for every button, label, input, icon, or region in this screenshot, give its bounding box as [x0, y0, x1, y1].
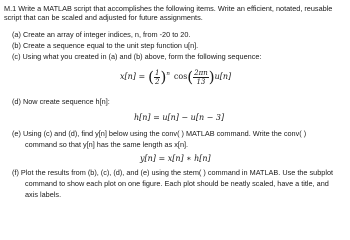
cos-fraction: $\frac{2\pi n}{13}$ — [194, 68, 208, 86]
x-lhs: x[n] = — [120, 72, 146, 82]
item-e-line-1: (e) Using (c) and (d), find y[n] below using the conv( ) MATLAB command. Write the conv( ) — [12, 129, 307, 138]
x-equation: x[n] = ( $\frac{1}{2}$ ) $^n$ cos ( $\frac{2\pi n}{13}$ ) u[n] — [120, 68, 232, 86]
h-equation: h[n] = u[n] − u[n − 3] — [134, 113, 225, 122]
item-c: (c) Using what you created in (a) and (b) above, form the following sequence: — [12, 52, 262, 61]
cos-label: cos — [173, 72, 188, 82]
item-a: (a) Create an array of integer indices, n, from -20 to 20. — [12, 30, 191, 39]
item-b: (b) Create a sequence equal to the unit step function u[n]. — [12, 41, 199, 50]
item-f-line-3: axis labels. — [25, 190, 62, 199]
intro-line-1: M.1 Write a MATLAB script that accomplishes the following items. Write an efficient, notated, reusable — [4, 4, 333, 13]
x-tail: u[n] — [214, 72, 232, 82]
item-e-line-2: command so that y[n] has the same length as x[n]. — [25, 140, 189, 149]
item-f-line-2: command to show each plot on one figure. Each plot should be neatly scaled, have a title, and — [25, 179, 329, 188]
y-equation: y[n] = x[n] ∗ h[n] — [140, 154, 211, 163]
item-d: (d) Now create sequence h[n]: — [12, 97, 110, 106]
half-fraction: $\frac{1}{2}$ — [155, 68, 160, 86]
item-f-line-1: (f) Plot the results from (b), (c), (d), and (e) using the stem( ) command in MATLAB. Use the subplot — [12, 168, 334, 177]
intro-line-2: script that can be scaled and adjusted for future assignments. — [4, 13, 203, 22]
x-exponent: n — [166, 71, 170, 78]
